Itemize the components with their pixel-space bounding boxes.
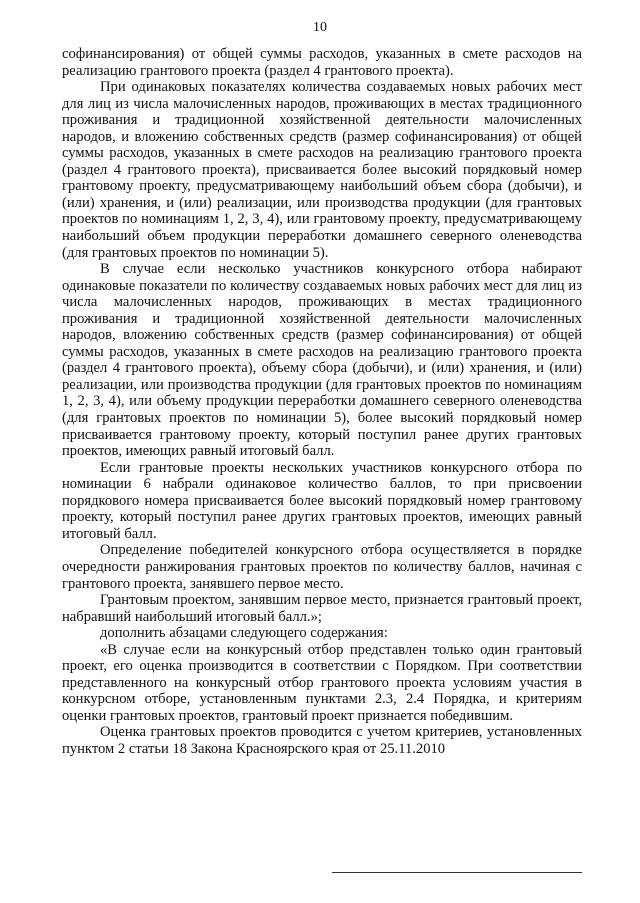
- paragraph-evaluation-criteria: Оценка грантовых проектов проводится с учетом критериев, установленных пунктом 2 статьи 18 Закона Красноярского края от 25.11.2010: [62, 724, 582, 757]
- paragraph-winner-determination: Определение победителей конкурсного отбора осуществляется в порядке очередности ранжирования грантовых проектов по количеству баллов, начиная с грантового проекта, занявшего первое место.: [62, 542, 582, 592]
- paragraph-equal-indicators: При одинаковых показателях количества создаваемых новых рабочих мест для лиц из числа малочисленных народов, проживающих в местах традиционного проживания и традиционной хозяйственной деятельности малочисленных народов, и вложению собственных средств (размер софинансирования) от общей суммы расходов, указанных в смете расходов на реализацию грантового проекта (раздел 4 грантового проекта), присваивается более высокий порядковый номер грантовому проекту, предусматривающему наибольший объем сбора (добычи), и (или) хранения, и (или) реализации, или производства продукции (для грантовых проектов по номинациям 1, 2, 3, 4), или грантовому проекту, предусматривающему наибольший объем продукции переработки домашнего северного оленеводства (для грантовых проектов по номинации 5).: [62, 79, 582, 261]
- paragraph-add-clauses: дополнить абзацами следующего содержания:: [100, 625, 388, 642]
- paragraph-single-project: «В случае если на конкурсный отбор представлен только один грантовый проект, его оценка производится в соответствии с Порядком. При соответствии представленного на конкурсный отбор грантового проекта условиям участия в конкурсном отборе, установленным пунктами 2.3, 2.4 Порядка, и критериям оценки грантовых проектов, грантовый проект признается победившим.: [62, 641, 582, 724]
- page-number: 10: [313, 20, 327, 35]
- paragraph-nomination-6: Если грантовые проекты нескольких участников конкурсного отбора по номинации 6 набрали одинаковое количество баллов, то при присвоении порядкового номера присваивается более высокий порядковый номер грантовому проекту, который поступил ранее других грантовых проектов, имеющих равный итоговый балл.: [62, 459, 582, 542]
- paragraph-several-participants: В случае если несколько участников конкурсного отбора набирают одинаковые показатели по количеству создаваемых новых рабочих мест для лиц из числа малочисленных народов, проживающих в местах традиционного проживания и традиционной хозяйственной деятельности малочисленных народов, вложению собственных средств (размер софинансирования) от общей суммы расходов, указанных в смете расходов на реализацию грантового проекта (раздел 4 грантового проекта), объему сбора (добычи), и (или) хранения, и (или) реализации, или производства продукции (для грантовых проектов по номинациям 1, 2, 3, 4), или объему продукции переработки домашнего северного оленеводства (для грантовых проектов по номинации 5), более высокий порядковый номер присваивается грантовому проекту, который поступил ранее других грантовых проектов, имеющих равный итоговый балл.: [62, 261, 582, 460]
- paragraph-first-place: Грантовым проектом, занявшим первое место, признается грантовый проект, набравший наибольший итоговый балл.»;: [62, 592, 582, 625]
- document-body: [62, 46, 582, 758]
- paragraph-continuation: софинансирования) от общей суммы расходов, указанных в смете расходов на реализацию грантового проекта (раздел 4 грантового проекта).: [62, 46, 582, 79]
- footer-divider: [332, 872, 582, 873]
